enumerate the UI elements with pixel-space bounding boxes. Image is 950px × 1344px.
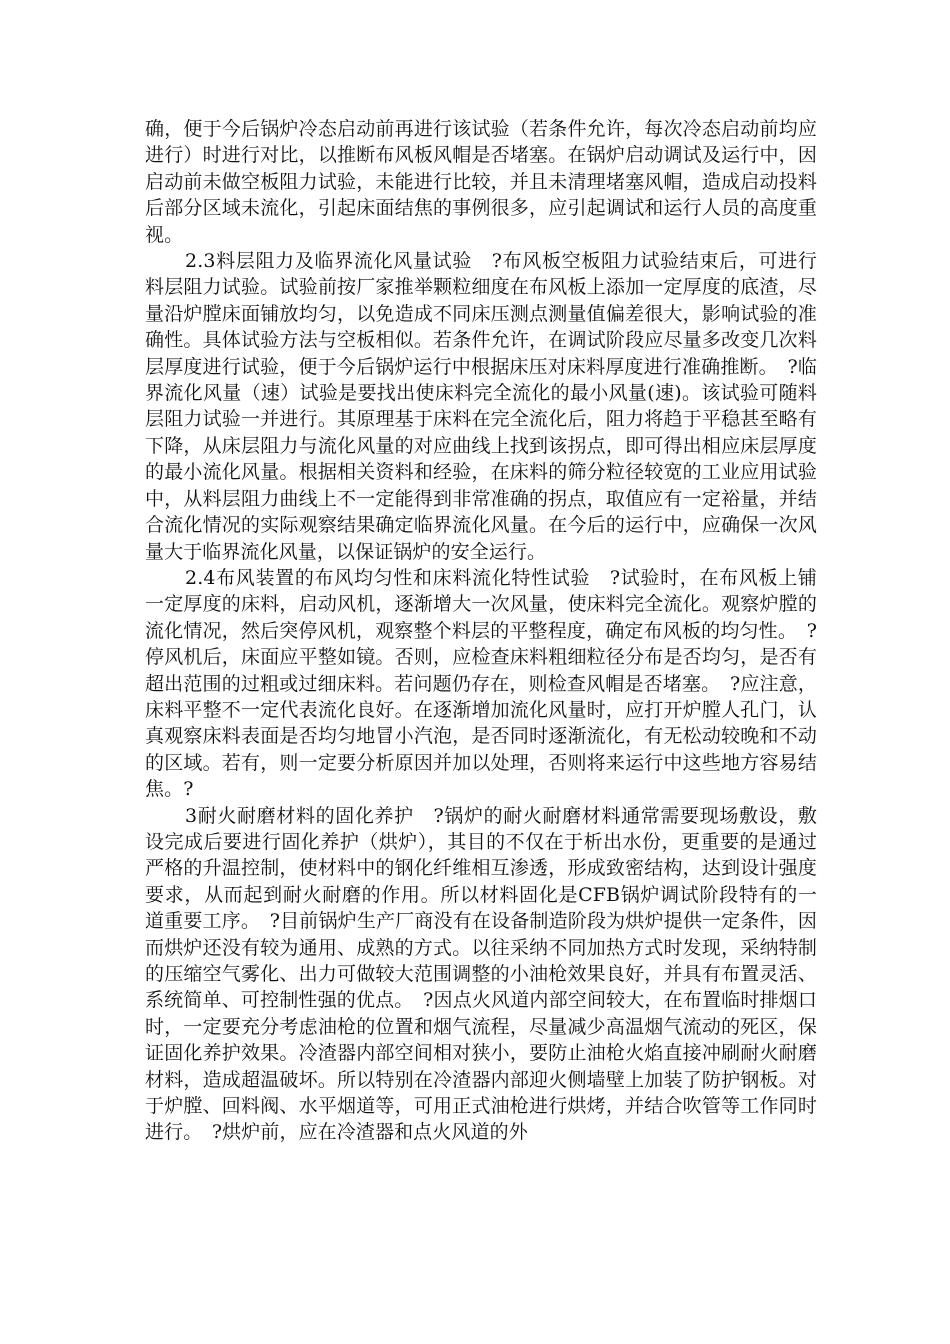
paragraph-2: 2.3料层阻力及临界流化风量试验 ?布风板空板阻力试验结束后，可进行料层阻力试验。试验前按厂家推举颗粒细度在布风板上添加一定厚度的底渣，尽量沿炉膛床面铺放均匀，以免造成不同床压测点测量值偏差很大，影响试验的准确性。具体试验方法与空板相似。若条件允许，在调试阶段应尽量多改变几次料层厚度进行试验，便于今后锅炉运行中根据床压对床料厚度进行准确推断。 ?临界流化风量（速）试验是要找出使床料完全流化的最小风量(速)。该试验可随料层阻力试验一并进行。其原理基于床料在完全流化后，阻力将趋于平稳甚至略有下降，从床层阻力与流化风量的对应曲线上找到该拐点，即可得出相应床层厚度的最小流化风量。根据相关资料和经验，在床料的筛分粒径较宽的工业应用试验中，从料层阻力曲线上不一定能得到非常准确的拐点，取值应有一定裕量，并结合流化情况的实际观察结果确定临界流化风量。在今后的运行中，应确保一次风量大于临界流化风量，以保证锅炉的安全运行。	[145, 250, 817, 563]
document-body	[145, 116, 817, 1146]
paragraph-3: 2.4布风装置的布风均匀性和床料流化特性试验 ?试验时，在布风板上铺一定厚度的床料，启动风机，逐渐增大一次风量，使床料完全流化。观察炉膛的流化情况，然后突停风机，观察整个料层的平整程度，确定布风板的均匀性。 ?停风机后，床面应平整如镜。否则，应检查床料粗细粒径分布是否均匀，是否有超出范围的过粗或过细床料。若问题仍存在，则检查风帽是否堵塞。 ?应注意，床料平整不一定代表流化良好。在逐渐增加流化风量时，应打开炉膛人孔门，认真观察床料表面是否均匀地冒小汽泡，是否同时逐渐流化，有无松动较晚和不动的区域。若有，则一定要分析原因并加以处理，否则将来运行中这些地方容易结焦。?	[145, 566, 817, 801]
paragraph-4: 3耐火耐磨材料的固化养护 ?锅炉的耐火耐磨材料通常需要现场敷设，敷设完成后要进行固化养护（烘炉），其目的不仅在于析出水份，更重要的是通过严格的升温控制，使材料中的钢化纤维相互渗透，形成致密结构，达到设计强度要求，从而起到耐火耐磨的作用。所以材料固化是CFB锅炉调试阶段特有的一道重要工序。 ?目前锅炉生产厂商没有在设备制造阶段为烘炉提供一定条件，因而烘炉还没有较为通用、成熟的方式。以往采纳不同加热方式时发现，采纳特制的压缩空气雾化、出力可做较大范围调整的小油枪效果良好，并具有布置灵活、系统简单、可控制性强的优点。 ?因点火风道内部空间较大，在布置临时排烟口时，一定要充分考虑油枪的位置和烟气流程，尽量减少高温烟气流动的死区，保证固化养护效果。冷渣器内部空间相对狭小，要防止油枪火焰直接冲刷耐火耐磨材料，造成超温破坏。所以特别在冷渣器内部迎火侧墙壁上加装了防护钢板。对于炉膛、回料阀、水平烟道等，可用正式油枪进行烘烤，并结合吹管等工作同时进行。 ?烘炉前，应在冷渣器和点火风道的外	[145, 804, 817, 1144]
paragraph-1: 确，便于今后锅炉冷态启动前再进行该试验（若条件允许，每次冷态启动前均应进行）时进行对比，以推断布风板风帽是否堵塞。在锅炉启动调试及运行中，因启动前未做空板阻力试验，未能进行比较，并且未清理堵塞风帽，造成启动投料后部分区域未流化，引起床面结焦的事例很多，应引起调试和运行人员的高度重视。	[145, 118, 817, 246]
